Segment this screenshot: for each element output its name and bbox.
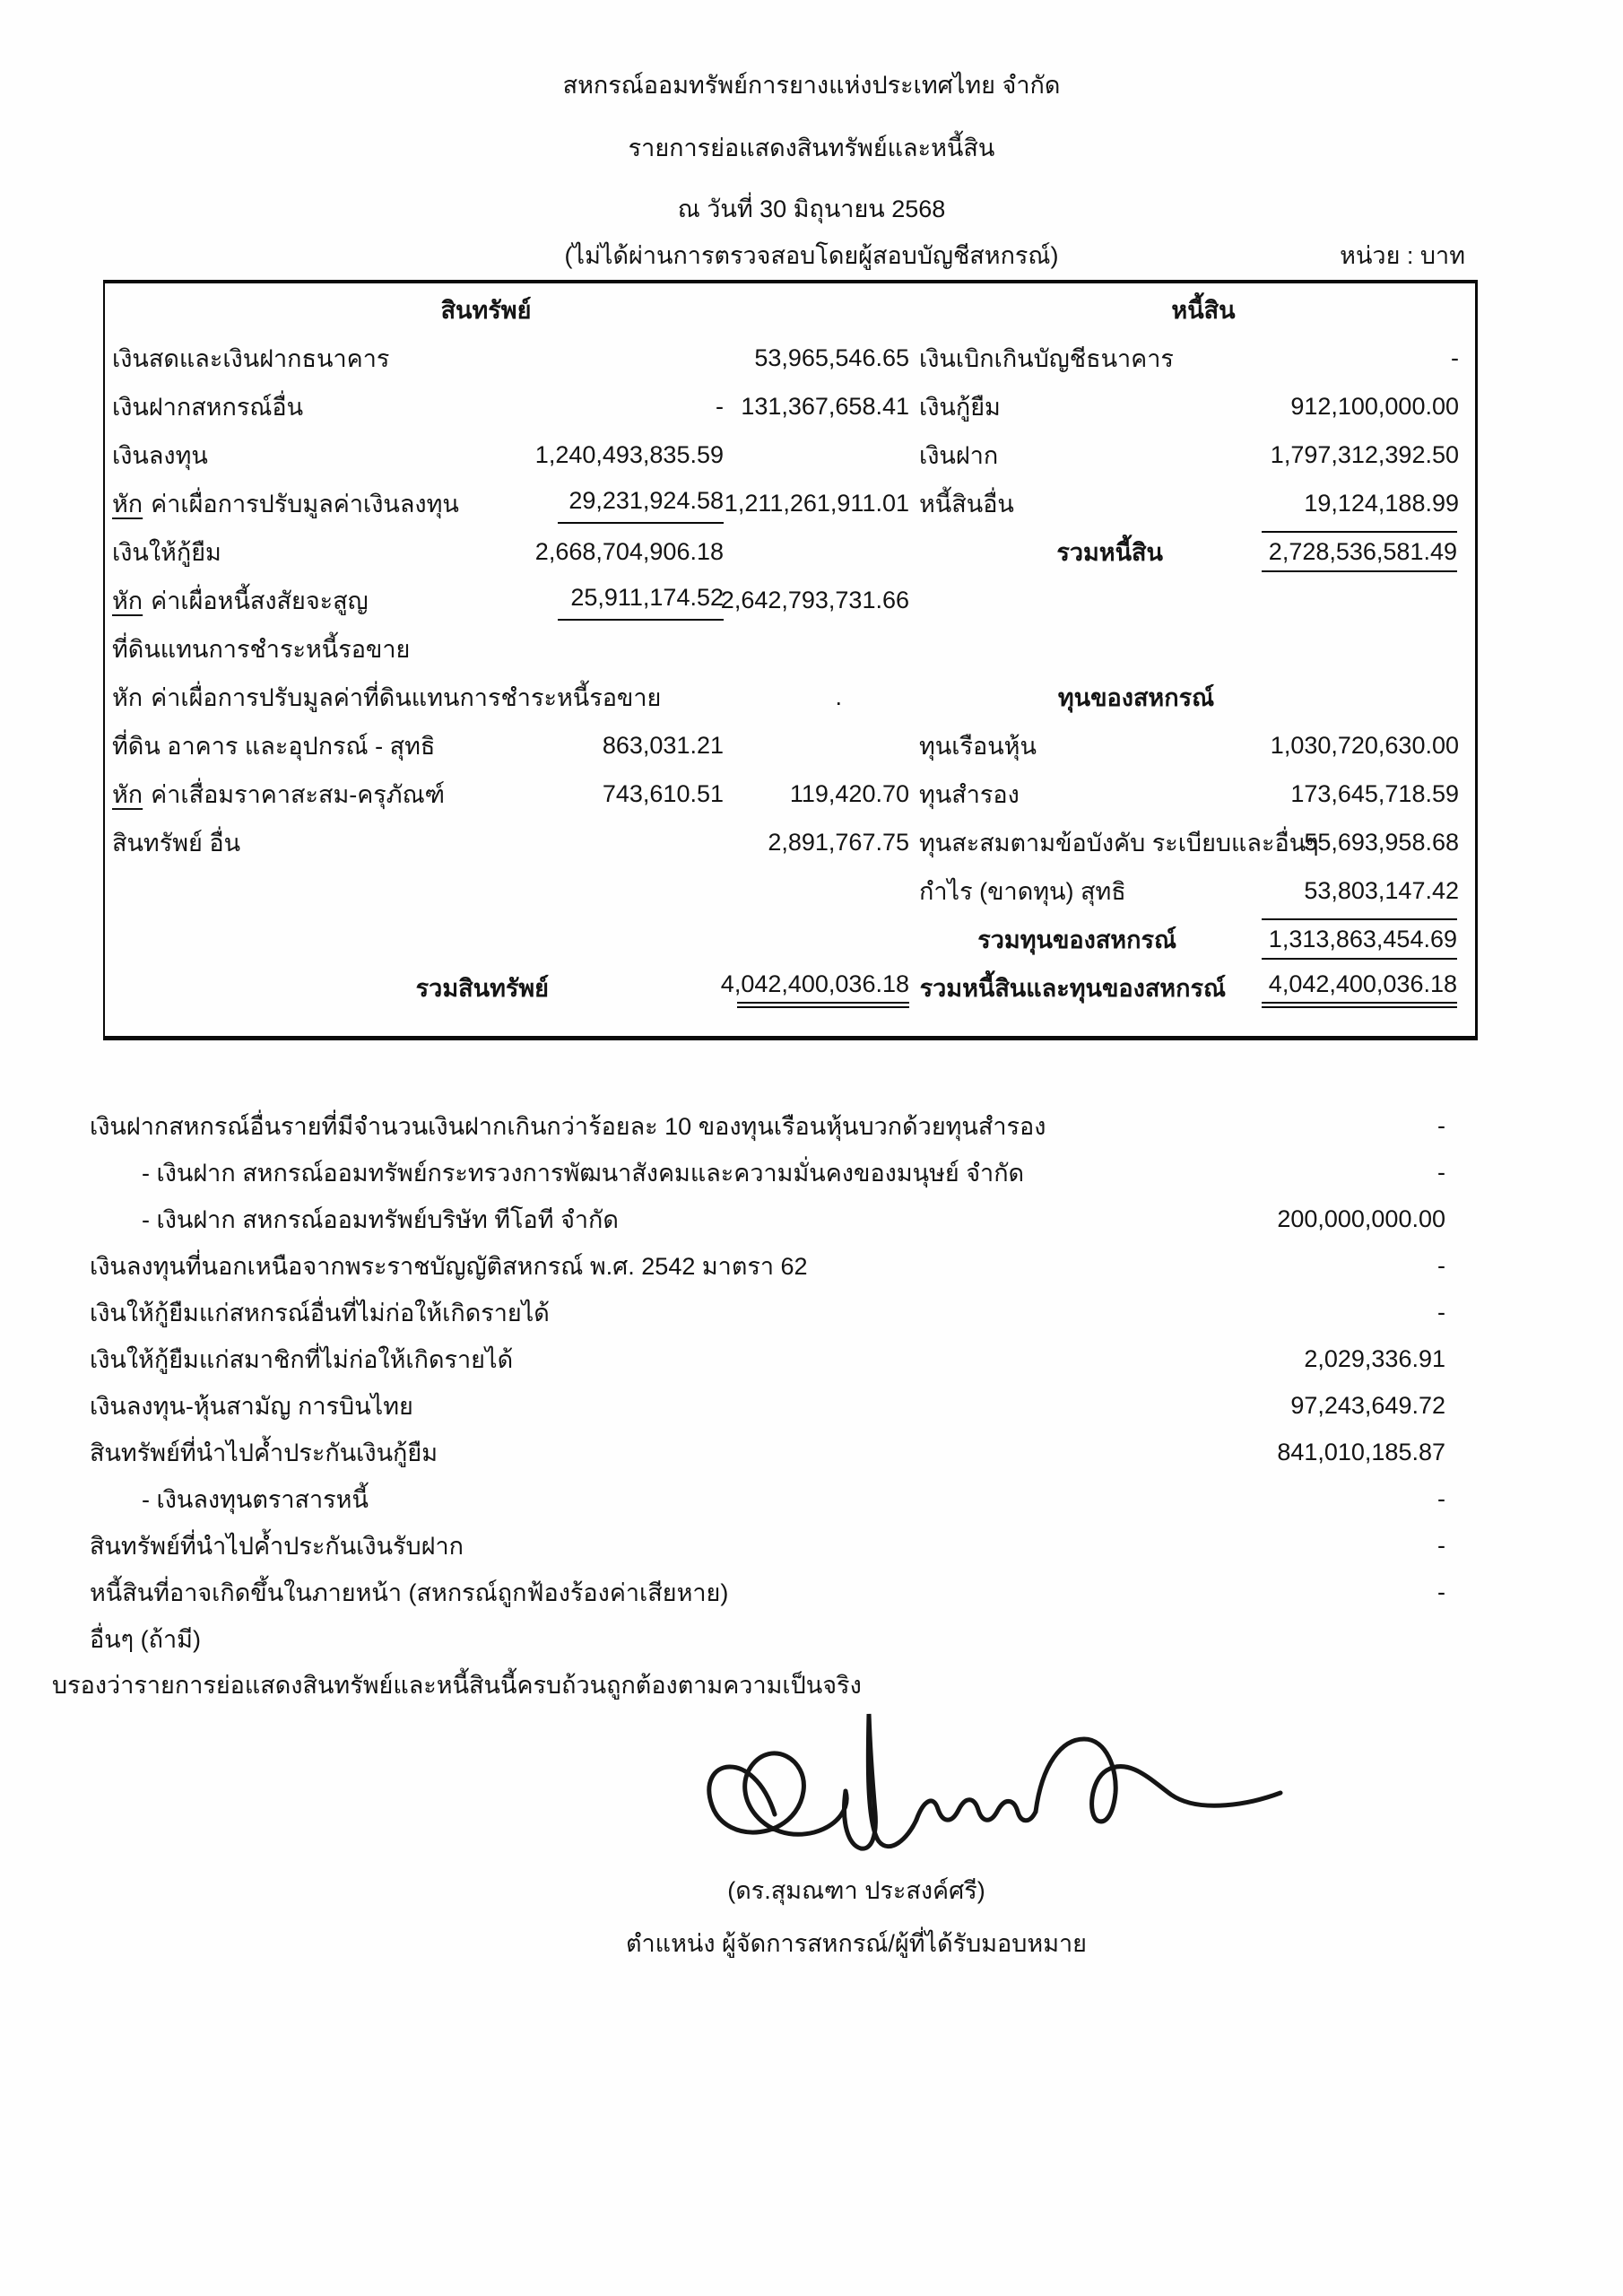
signer-position: ตำแหน่ง ผู้จัดการสหกรณ์/ผู้ที่ได้รับมอบหมาย [625, 1929, 1087, 1957]
equity-total-label: รวมทุนของสหกรณ์ [977, 926, 1176, 953]
note-label: - เงินลงทุนตราสารหนี้ [142, 1485, 369, 1513]
liability-row-label: เงินฝาก [919, 441, 999, 469]
deduction-prefix: หัก [112, 490, 143, 517]
asset-row-amount-outer: 2,642,793,731.66 [720, 586, 909, 613]
liability-row [919, 382, 1459, 430]
liability-row-label: เงินกู้ยืม [919, 393, 1001, 421]
note-value: 841,010,185.87 [1277, 1438, 1445, 1465]
equity-row [919, 866, 1459, 915]
asset-row-label: ที่ดิน อาคาร และอุปกรณ์ - สุทธิ [112, 732, 436, 760]
signer-name: (ดร.สุมณฑา ประสงค์ศรี) [727, 1876, 985, 1904]
equity-row-amount: 53,803,147.42 [1304, 876, 1459, 904]
equity-total-value: 1,313,863,454.69 [1262, 918, 1457, 960]
note-label: - เงินฝาก สหกรณ์ออมทรัพย์บริษัท ทีโอที จำกัด [142, 1205, 619, 1233]
asset-row-amount-outer [721, 430, 909, 479]
handwritten-signature [681, 1709, 1300, 1892]
asset-row [105, 673, 916, 721]
liability-rows [919, 334, 1459, 527]
note-label: เงินลงทุนที่นอกเหนือจากพระราชบัญญัติสหกรณ์ พ.ศ. 2542 มาตรา 62 [90, 1252, 808, 1280]
equity-row [919, 818, 1459, 866]
asset-row-label: หัก ค่าเสื่อมราคาสะสม-ครุภัณฑ์ [112, 770, 445, 818]
note-row [0, 1382, 1623, 1429]
grand-total-value: 4,042,400,036.18 [1262, 967, 1457, 1008]
note-label: เงินลงทุน-หุ้นสามัญ การบินไทย [90, 1392, 413, 1420]
asset-row-label: เงินลงทุน [112, 441, 208, 469]
liabilities-section-header: หนี้สิน [1171, 296, 1236, 324]
equity-row-label: ทุนสำรอง [919, 780, 1020, 808]
note-label: เงินให้กู้ยืมแก่สมาชิกที่ไม่ก่อให้เกิดรายได้ [90, 1345, 514, 1373]
asset-row-label: หัก ค่าเผื่อหนี้สงสัยจะสูญ [112, 576, 369, 624]
asset-row-label: เงินสดและเงินฝากธนาคาร [112, 344, 390, 372]
asset-row-label: ที่ดินแทนการชำระหนี้รอขาย [112, 635, 411, 663]
doc-title: รายการย่อแสดงสินทรัพย์และหนี้สิน [628, 134, 995, 161]
note-row [0, 1429, 1623, 1475]
note-value: - [1437, 1578, 1445, 1605]
note-row [0, 1522, 1623, 1569]
asset-row-amount-inner [558, 673, 724, 721]
asset-row [105, 770, 916, 818]
equity-row [919, 721, 1459, 770]
notes-section [0, 1102, 1623, 1662]
note-value [1132, 1615, 1445, 1662]
asset-row-amount-inner: - [716, 392, 724, 420]
asset-row-amount-inner: 863,031.21 [602, 731, 724, 759]
grand-total-label: รวมหนี้สินและทุนของสหกรณ์ [919, 974, 1226, 1002]
note-label: เงินฝากสหกรณ์อื่นรายที่มีจำนวนเงินฝากเกินกว่าร้อยละ 10 ของทุนเรือนหุ้นบวกด้วยทุนสำรอง [90, 1112, 1046, 1140]
audit-note: (ไม่ได้ผ่านการตรวจสอบโดยผู้สอบบัญชีสหกรณ์) [564, 241, 1059, 269]
asset-row [105, 479, 916, 527]
assets-section-header: สินทรัพย์ [440, 296, 532, 324]
note-value: - [1437, 1251, 1445, 1279]
note-row [0, 1196, 1623, 1242]
note-label: เงินให้กู้ยืมแก่สหกรณ์อื่นที่ไม่ก่อให้เกิดรายได้ [90, 1299, 550, 1326]
equity-row-amount: 1,030,720,630.00 [1270, 731, 1459, 759]
liability-row [919, 334, 1459, 382]
liability-row-label: เงินเบิกเกินบัญชีธนาคาร [919, 344, 1174, 372]
liability-row-amount: 1,797,312,392.50 [1270, 440, 1459, 468]
note-row [0, 1289, 1623, 1335]
asset-row [105, 721, 916, 770]
asset-row-amount-inner: 29,231,924.58 [558, 479, 724, 524]
note-value: - [1437, 1111, 1445, 1139]
asset-row [105, 624, 916, 673]
liabilities-total-value: 2,728,536,581.49 [1262, 531, 1457, 572]
equity-row [919, 770, 1459, 818]
certification-line: บรองว่ารายการย่อแสดงสินทรัพย์และหนี้สินนี้ครบถ้วนถูกต้องตามความเป็นจริง [52, 1671, 862, 1699]
deduction-prefix: หัก [112, 587, 143, 614]
asset-row [105, 576, 916, 624]
note-label: สินทรัพย์ที่นำไปค้ำประกันเงินกู้ยืม [90, 1439, 438, 1466]
note-row [0, 1475, 1623, 1522]
asset-row-label: เงินให้กู้ยืม [112, 538, 221, 566]
asset-row-amount-inner [558, 818, 724, 866]
asset-row [105, 818, 916, 866]
note-label: - เงินฝาก สหกรณ์ออมทรัพย์กระทรวงการพัฒนาสังคมและความมั่นคงของมนุษย์ จำกัด [142, 1159, 1025, 1187]
deduction-prefix: หัก [112, 780, 143, 808]
note-value: 2,029,336.91 [1304, 1344, 1445, 1372]
liabilities-total-label: รวมหนี้สิน [1056, 538, 1163, 566]
asset-row-amount-inner: 25,911,174.52 [558, 576, 724, 621]
asset-row [105, 382, 916, 430]
note-value: 200,000,000.00 [1277, 1205, 1445, 1232]
note-value: - [1437, 1298, 1445, 1326]
liability-row-amount: - [1451, 344, 1459, 371]
liability-row-amount: 912,100,000.00 [1290, 392, 1459, 420]
note-label: สินทรัพย์ที่นำไปค้ำประกันเงินรับฝาก [90, 1532, 464, 1560]
as-of-date: ณ วันที่ 30 มิถุนายน 2568 [677, 195, 946, 222]
deduction-prefix: หัก [112, 683, 143, 711]
asset-row-amount-outer: . [835, 683, 842, 710]
equity-row-amount: 173,645,718.59 [1290, 779, 1459, 807]
equity-row-amount: 55,693,958.68 [1304, 828, 1459, 856]
equity-section-header: ทุนของสหกรณ์ [1057, 683, 1215, 711]
asset-row-amount-outer: 53,965,546.65 [754, 344, 909, 371]
liability-row [919, 430, 1459, 479]
asset-row-amount-inner: 2,668,704,906.18 [534, 537, 724, 565]
note-value: - [1437, 1531, 1445, 1559]
note-row [0, 1335, 1623, 1382]
equity-row-label: ทุนเรือนหุ้น [919, 732, 1037, 760]
asset-row-amount-inner [558, 624, 724, 673]
liability-row [919, 479, 1459, 527]
asset-row-amount-outer: 119,420.70 [789, 779, 909, 807]
note-value: 97,243,649.72 [1290, 1391, 1445, 1419]
asset-row-amount-outer: 2,891,767.75 [768, 828, 909, 856]
org-name: สหกรณ์ออมทรัพย์การยางแห่งประเทศไทย จำกัด [562, 71, 1061, 99]
asset-row-label: สินทรัพย์ อื่น [112, 829, 241, 857]
asset-row [105, 334, 916, 382]
asset-row-label: หัก ค่าเผื่อการปรับมูลค่าที่ดินแทนการชำระหนี้รอขาย [112, 673, 661, 721]
note-value: - [1437, 1158, 1445, 1186]
note-label: อื่นๆ (ถ้ามี) [90, 1625, 201, 1653]
asset-row-amount-inner: 1,240,493,835.59 [534, 440, 724, 468]
note-row [0, 1569, 1623, 1615]
assets-total-label: รวมสินทรัพย์ [415, 974, 549, 1002]
asset-row-label: เงินฝากสหกรณ์อื่น [112, 393, 304, 421]
note-row [0, 1102, 1623, 1149]
note-label: หนี้สินที่อาจเกิดขึ้นในภายหน้า (สหกรณ์ถูกฟ้องร้องค่าเสียหาย) [90, 1578, 729, 1606]
note-row [0, 1242, 1623, 1289]
assets-total-value: 4,042,400,036.18 [737, 967, 909, 1008]
asset-row-amount-outer: 131,367,658.41 [741, 392, 909, 420]
asset-rows [105, 334, 916, 866]
asset-row-amount-inner [558, 334, 724, 382]
equity-row-label: กำไร (ขาดทุน) สุทธิ [919, 877, 1126, 905]
note-row [0, 1615, 1623, 1662]
asset-row-label: หัก ค่าเผื่อการปรับมูลค่าเงินลงทุน [112, 479, 459, 527]
asset-row [105, 430, 916, 479]
note-row [0, 1149, 1623, 1196]
asset-row-amount-outer [721, 624, 909, 673]
liability-row-label: หนี้สินอื่น [919, 490, 1014, 517]
asset-row-amount-inner: 743,610.51 [602, 779, 724, 807]
liability-row-amount: 19,124,188.99 [1304, 489, 1459, 517]
asset-row-amount-outer: 1,211,261,911.01 [724, 489, 909, 517]
unit-label: หน่วย : บาท [1340, 241, 1465, 269]
equity-rows [919, 721, 1459, 915]
asset-row-amount-outer [721, 721, 909, 770]
balance-sheet-table [103, 280, 1478, 1040]
equity-row-label: ทุนสะสมตามข้อบังคับ ระเบียบและอื่นๆ [919, 829, 1319, 857]
note-value: - [1437, 1484, 1445, 1512]
